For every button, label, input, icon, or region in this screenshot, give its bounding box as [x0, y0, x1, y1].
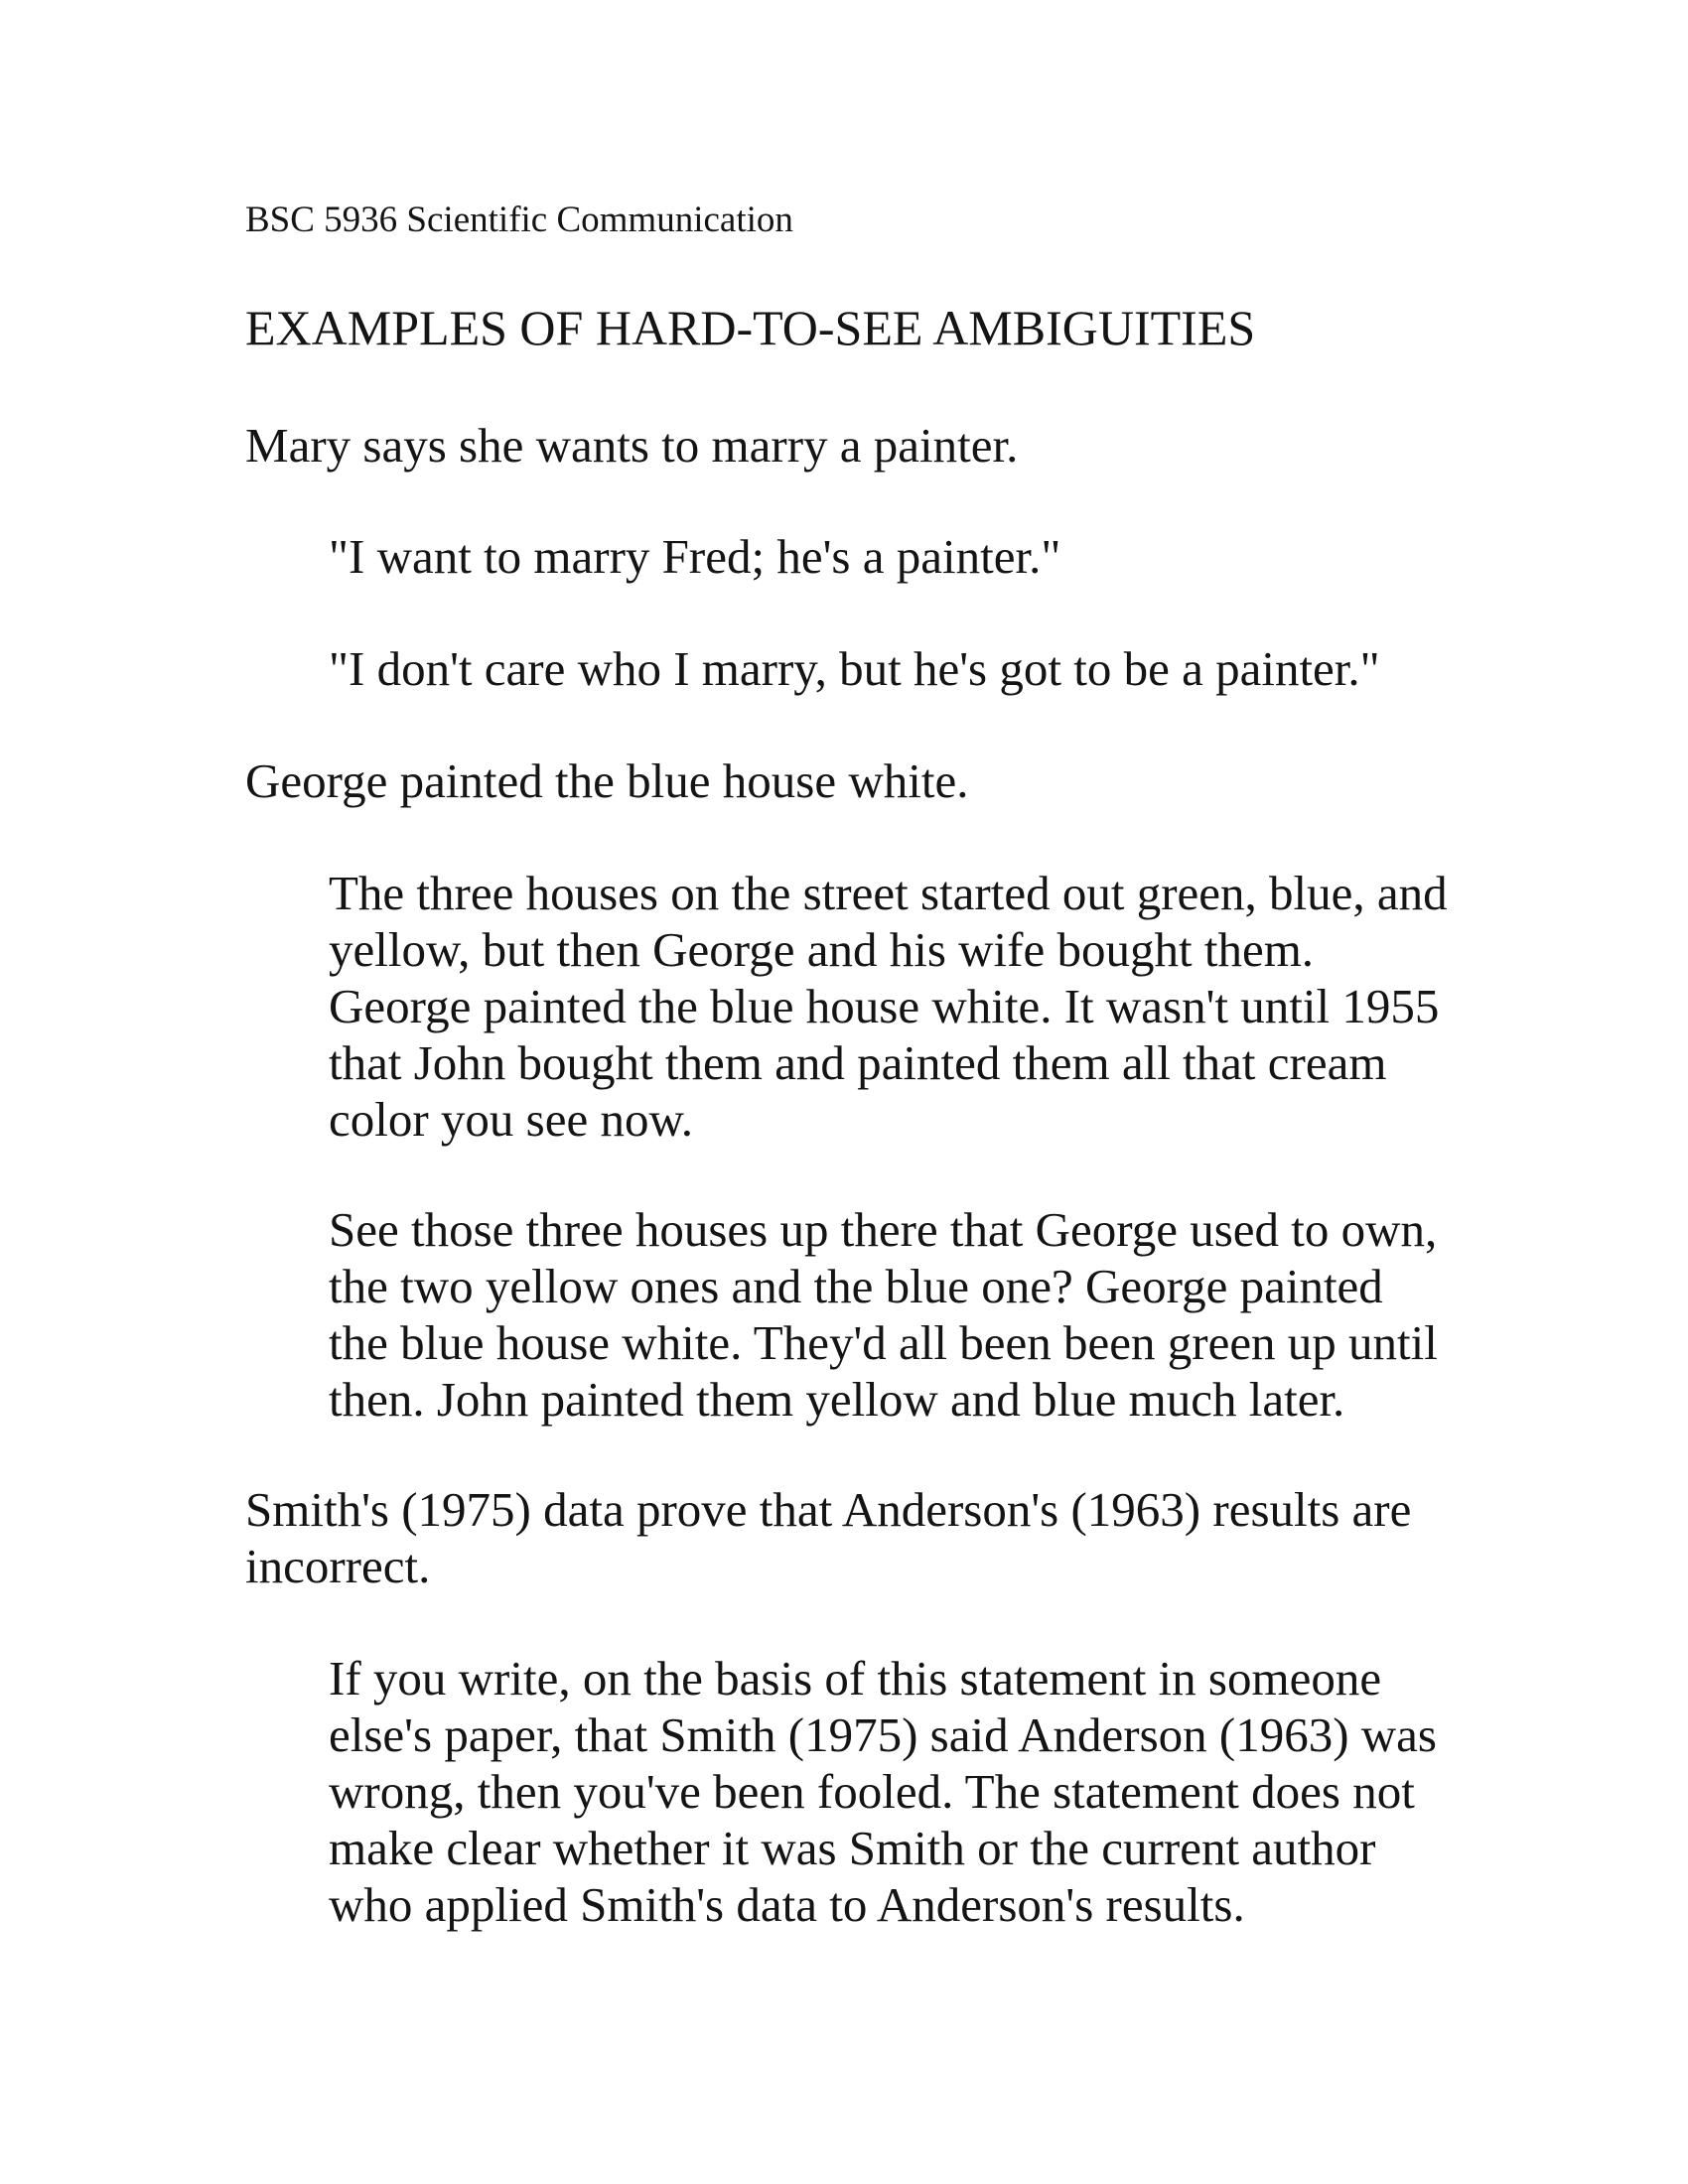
text-line: wrong, then you've been fooled. The statement does not: [329, 1764, 1415, 1819]
text-line: George painted the blue house white.: [245, 753, 969, 808]
text-line: "I want to marry Fred; he's a painter.": [329, 529, 1061, 584]
text-line: then. John painted them yellow and blue much later.: [329, 1372, 1345, 1427]
text-line: The three houses on the street started out green, blue, and: [329, 866, 1448, 920]
text-line: incorrect.: [245, 1539, 431, 1593]
text-line: See those three houses up there that George used to own,: [329, 1202, 1438, 1257]
text-line: George painted the blue house white. It wasn't until 1955: [329, 979, 1440, 1033]
text-line: that John bought them and painted them all that cream: [329, 1035, 1387, 1090]
text-line: make clear whether it was Smith or the current author: [329, 1821, 1376, 1875]
reading-house-1: [329, 865, 1448, 1148]
text-line: "I don't care who I marry, but he's got to be a painter.": [329, 641, 1380, 696]
page-heading: EXAMPLES OF HARD-TO-SEE AMBIGUITIES: [245, 300, 1256, 355]
text-line: If you write, on the basis of this statement in someone: [329, 1651, 1382, 1706]
example-sentence-marry: [245, 417, 1018, 474]
text-line: the two yellow ones and the blue one? George painted: [329, 1259, 1383, 1313]
course-title: BSC 5936 Scientific Communication: [245, 200, 793, 240]
text-line: Mary says she wants to marry a painter.: [245, 418, 1019, 473]
text-line: color you see now.: [329, 1092, 693, 1147]
text-line: else's paper, that Smith (1975) said Anderson (1963) was: [329, 1707, 1437, 1762]
reading-smith-1: [329, 1650, 1437, 1933]
example-sentence-smith: [245, 1481, 1411, 1594]
text-line: yellow, but then George and his wife bought them.: [329, 922, 1315, 977]
text-line: the blue house white. They'd all been been green up until: [329, 1315, 1438, 1370]
reading-marry-1: [329, 528, 1060, 585]
reading-house-2: [329, 1201, 1438, 1428]
text-line: Smith's (1975) data prove that Anderson's (1963) results are: [245, 1482, 1412, 1537]
reading-marry-2: [329, 640, 1380, 697]
text-line: who applied Smith's data to Anderson's results.: [329, 1877, 1245, 1932]
example-sentence-house: [245, 752, 968, 809]
